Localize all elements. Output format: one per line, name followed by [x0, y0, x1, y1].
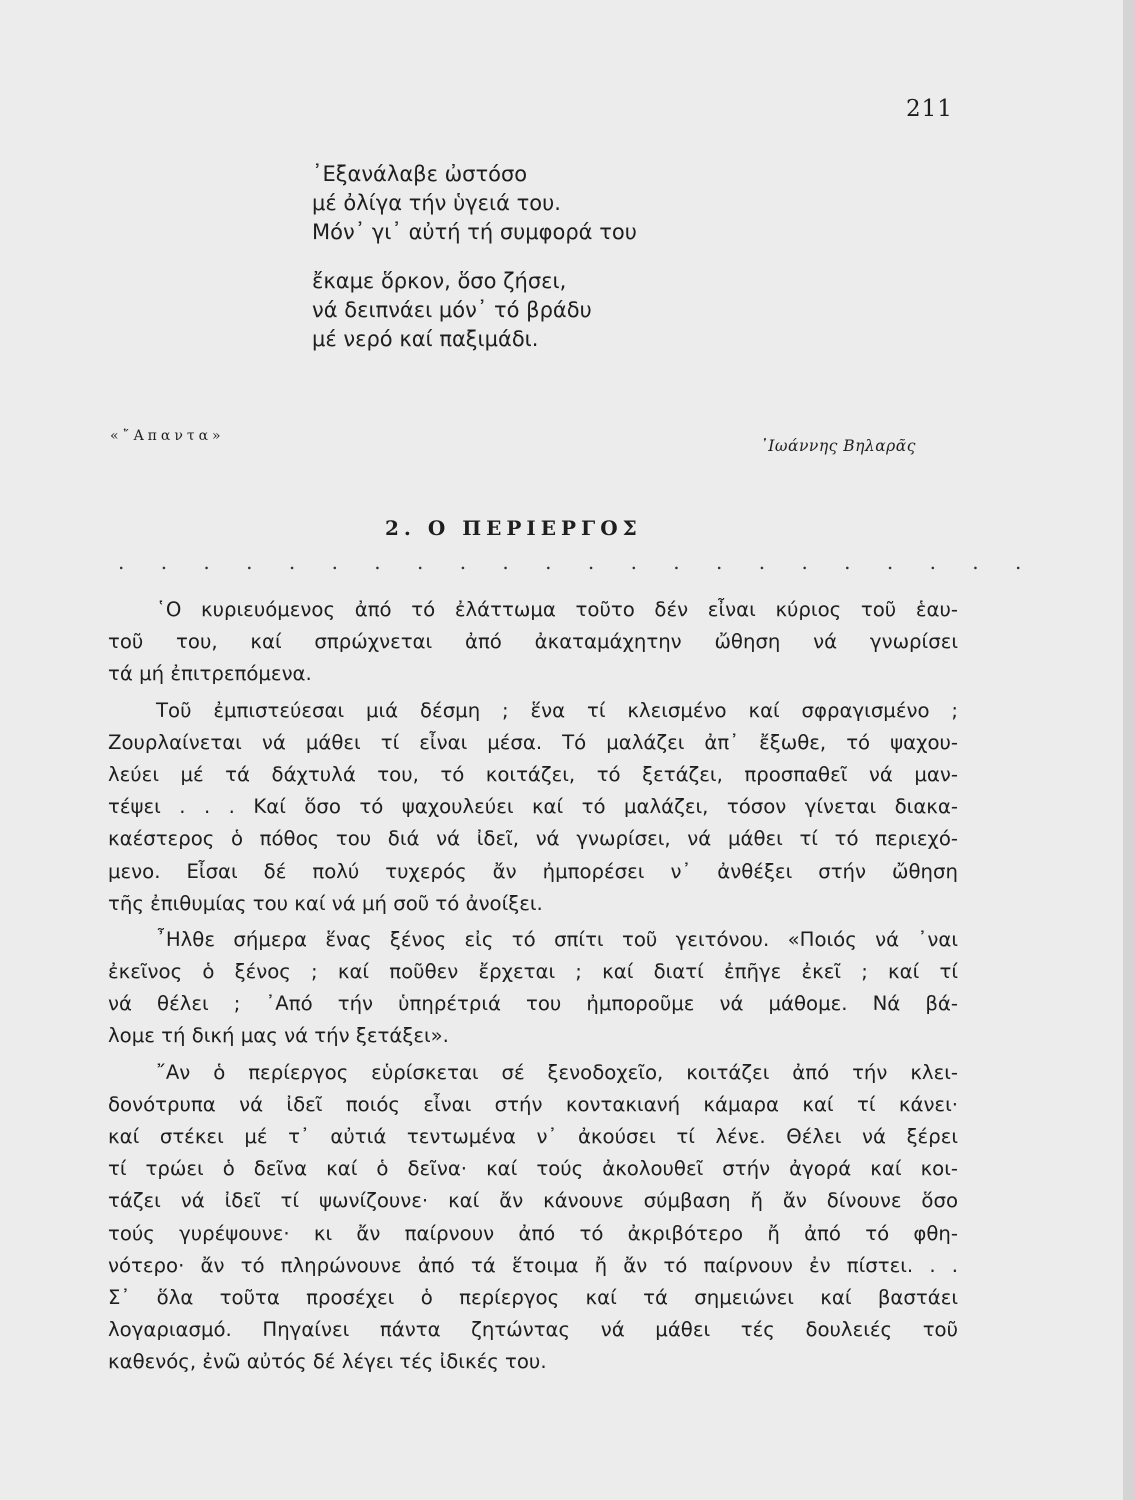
chapter-title: 2. Ο ΠΕΡΙΕΡΓΟΣ [385, 516, 642, 540]
poem-source: «῎Απαντα» [110, 428, 225, 444]
poem-line: ᾿Εξανάλαβε ὠστόσο [312, 162, 528, 186]
text-line: λεύει μέ τά δάχτυλά του, τό κοιτάζει, τό ξετάζει, προσπαθεῖ νά μαν- [108, 762, 958, 786]
poem-line: μέ νερό καί παξιμάδι. [312, 327, 539, 351]
text-line: ἐκεῖνος ὁ ξένος ; καί ποῦθεν ἔρχεται ; καί διατί ἐπῆγε ἐκεῖ ; καί τί [108, 960, 958, 984]
text-line: καέστερος ὁ πόθος του διά νά ἰδεῖ, νά γνωρίσει, νά μάθει τί τό περιεχό- [108, 827, 958, 851]
text-line: ῾Ο κυριευόμενος ἀπό τό ἐλάττωμα τοῦτο δέν εἶναι κύριος τοῦ ἑαυ- [156, 598, 958, 621]
text-line: τῆς ἐπιθυμίας του καί νά μή σοῦ τό ἀνοίξει. [108, 891, 543, 915]
text-line: τί τρώει ὁ δεῖνα καί ὁ δεῖνα· καί τούς ἀκολουθεῖ στήν ἀγορά καί κοι- [108, 1157, 958, 1181]
text-line: Σ᾿ ὅλα τοῦτα προσέχει ὁ περίεργος καί τά σημειώνει καί βαστάει [108, 1285, 958, 1309]
text-line: Ζουρλαίνεται νά μάθει τί εἶναι μέσα. Τό μαλάζει ἀπ᾿ ἔξωθε, τό ψαχου- [108, 730, 958, 754]
text-line: ῎Αν ὁ περίεργος εὑρίσκεται σέ ξενοδοχεῖο, κοιτάζει ἀπό τήν κλει- [156, 1060, 958, 1084]
text-line: λομε τή δική μας νά τήν ξετάξει». [108, 1024, 449, 1048]
text-line: τούς γυρέψουνε· κι ἄν παίρνουν ἀπό τό ἀκριβότερο ἤ ἀπό τό φθη- [108, 1221, 958, 1245]
poem-line: Μόν᾿ γι᾿ αὐτή τή συμφορά του [312, 220, 637, 244]
page-number: 211 [906, 96, 953, 122]
text-line: καί στέκει μέ τ᾿ αὐτιά τεντωμένα ν᾿ ἀκούσει τί λένε. Θέλει νά ξέρει [108, 1125, 958, 1148]
poem-line: ἔκαμε ὅρκον, ὅσο ζήσει, [312, 269, 567, 293]
text-line: τέψει . . . Καί ὅσο τό ψαχουλεύει καί τό μαλάζει, τόσον γίνεται διακα- [108, 795, 958, 819]
text-line: δονότρυπα νά ἰδεῖ ποιός εἶναι στήν κοντακιανή κάμαρα καί τί κάνει· [108, 1092, 958, 1116]
page-edge [1123, 0, 1135, 1500]
poem-line: νά δειπνάει μόν᾿ τό βράδυ [312, 298, 592, 322]
text-line: νά θέλει ; ᾿Από τήν ὑπηρέτριά του ἠμποροῦμε νά μάθομε. Νά βά- [108, 992, 958, 1016]
text-line: τοῦ του, καί σπρώχνεται ἀπό ἀκαταμάχητην ὤθηση νά γνωρίσει [108, 630, 958, 654]
text-line: μενο. Εἶσαι δέ πολύ τυχερός ἄν ἠμπορέσει ν᾿ ἀνθέξει στήν ὤθηση [108, 859, 958, 883]
text-line: καθενός, ἐνῶ αὐτός δέ λέγει τές ἰδικές του. [108, 1350, 547, 1374]
text-line: λογαριασμό. Πηγαίνει πάντα ζητώντας νά μάθει τές δουλειές τοῦ [108, 1318, 958, 1342]
text-line: ῏Ηλθε σήμερα ἕνας ξένος εἰς τό σπίτι τοῦ γειτόνου. «Ποιός νά ᾿ναι [156, 927, 958, 951]
dotted-separator: . . . . . . . . . . . . . . . . . . . . . . [118, 550, 1037, 574]
poem [312, 160, 872, 354]
text-line: Τοῦ ἐμπιστεύεσαι μιά δέσμη ; ἕνα τί κλεισμένο καί σφραγισμένο ; [156, 698, 958, 722]
text-line: τά μή ἐπιτρεπόμενα. [108, 662, 312, 686]
body-text [108, 594, 958, 1379]
text-line: νότερο· ἄν τό πληρώνουνε ἀπό τά ἕτοιμα ἤ ἄν τό παίρνουν ἐν πίστει. . . [108, 1253, 958, 1277]
text-line: τάζει νά ἰδεῖ τί ψωνίζουνε· καί ἄν κάνουνε σύμβαση ἤ ἄν δίνουνε ὅσο [108, 1189, 958, 1213]
poem-author: ᾿Ιωάννης Βηλαρᾶς [760, 437, 916, 455]
poem-line: μέ ὀλίγα τήν ὑγειά του. [312, 191, 561, 215]
